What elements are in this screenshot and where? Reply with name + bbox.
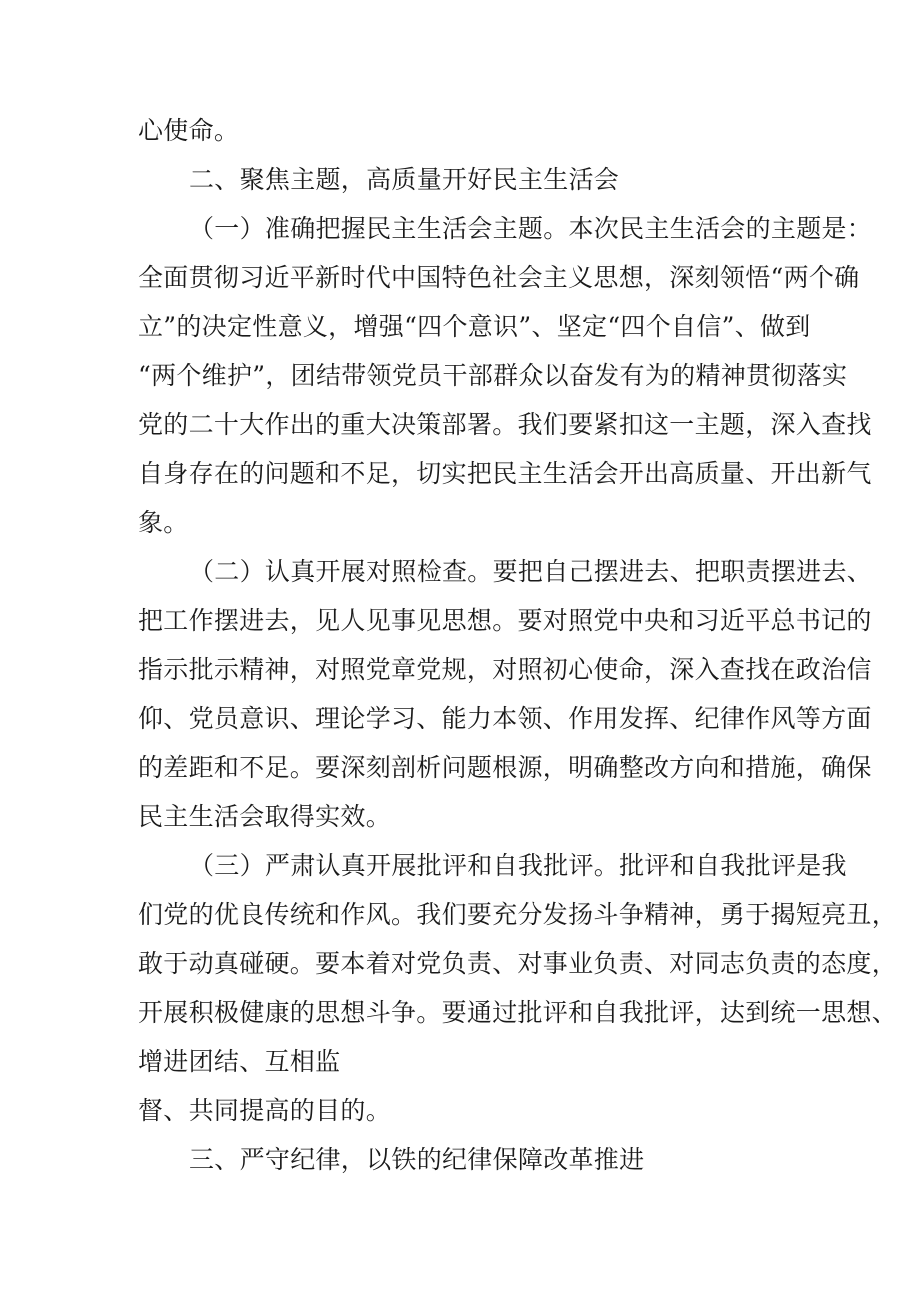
text-line: 指示批示精神，对照党章党规，对照初心使命，深入查找在政治信 [138, 655, 872, 684]
text-line: “两个维护”，团结带领党员干部群众以奋发有为的精神贯彻落实 [138, 361, 848, 390]
text-line: 全面贯彻习近平新时代中国特色社会主义思想，深刻领悟“两个确 [138, 263, 860, 292]
text-line: 开展积极健康的思想斗争。要通过批评和自我批评，达到统一思想、 [138, 998, 898, 1027]
subsection-heading-3: （三）严肃认真开展批评和自我批评。批评和自我批评是我 [189, 851, 847, 880]
subsection-heading-1: （一）准确把握民主生活会主题。本次民主生活会的主题是： [189, 214, 873, 243]
section-heading-3: 三、严守纪律，以铁的纪律保障改革推进 [189, 1145, 645, 1174]
text-line: 敢于动真碰硬。要本着对党负责、对事业负责、对同志负责的态度， [138, 949, 898, 978]
text-line: 民主生活会取得实效。 [138, 802, 392, 831]
text-line: 们党的优良传统和作风。我们要充分发扬斗争精神，勇于揭短亮丑， [138, 900, 898, 929]
text-line: 象。 [138, 508, 189, 537]
text-line: 党的二十大作出的重大决策部署。我们要紧扣这一主题，深入查找 [138, 410, 872, 439]
text-line: 自身存在的问题和不足，切实把民主生活会开出高质量、开出新气 [138, 459, 872, 488]
text-line: 的差距和不足。要深刻剖析问题根源，明确整改方向和措施，确保 [138, 753, 872, 782]
text-line: 立”的决定性意义，增强“四个意识”、坚定“四个自信”、做到 [138, 312, 811, 341]
text-line: 心使命。 [138, 116, 240, 145]
subsection-heading-2: （二）认真开展对照检查。要把自己摆进去、把职责摆进去、 [189, 557, 873, 586]
text-line: 把工作摆进去，见人见事见思想。要对照党中央和习近平总书记的 [138, 606, 872, 635]
text-line: 增进团结、互相监 [138, 1047, 341, 1076]
section-heading-2: 二、聚焦主题，高质量开好民主生活会 [189, 165, 620, 194]
text-line: 督、共同提高的目的。 [138, 1096, 392, 1125]
text-line: 仰、党员意识、理论学习、能力本领、作用发挥、纪律作风等方面 [138, 704, 872, 733]
